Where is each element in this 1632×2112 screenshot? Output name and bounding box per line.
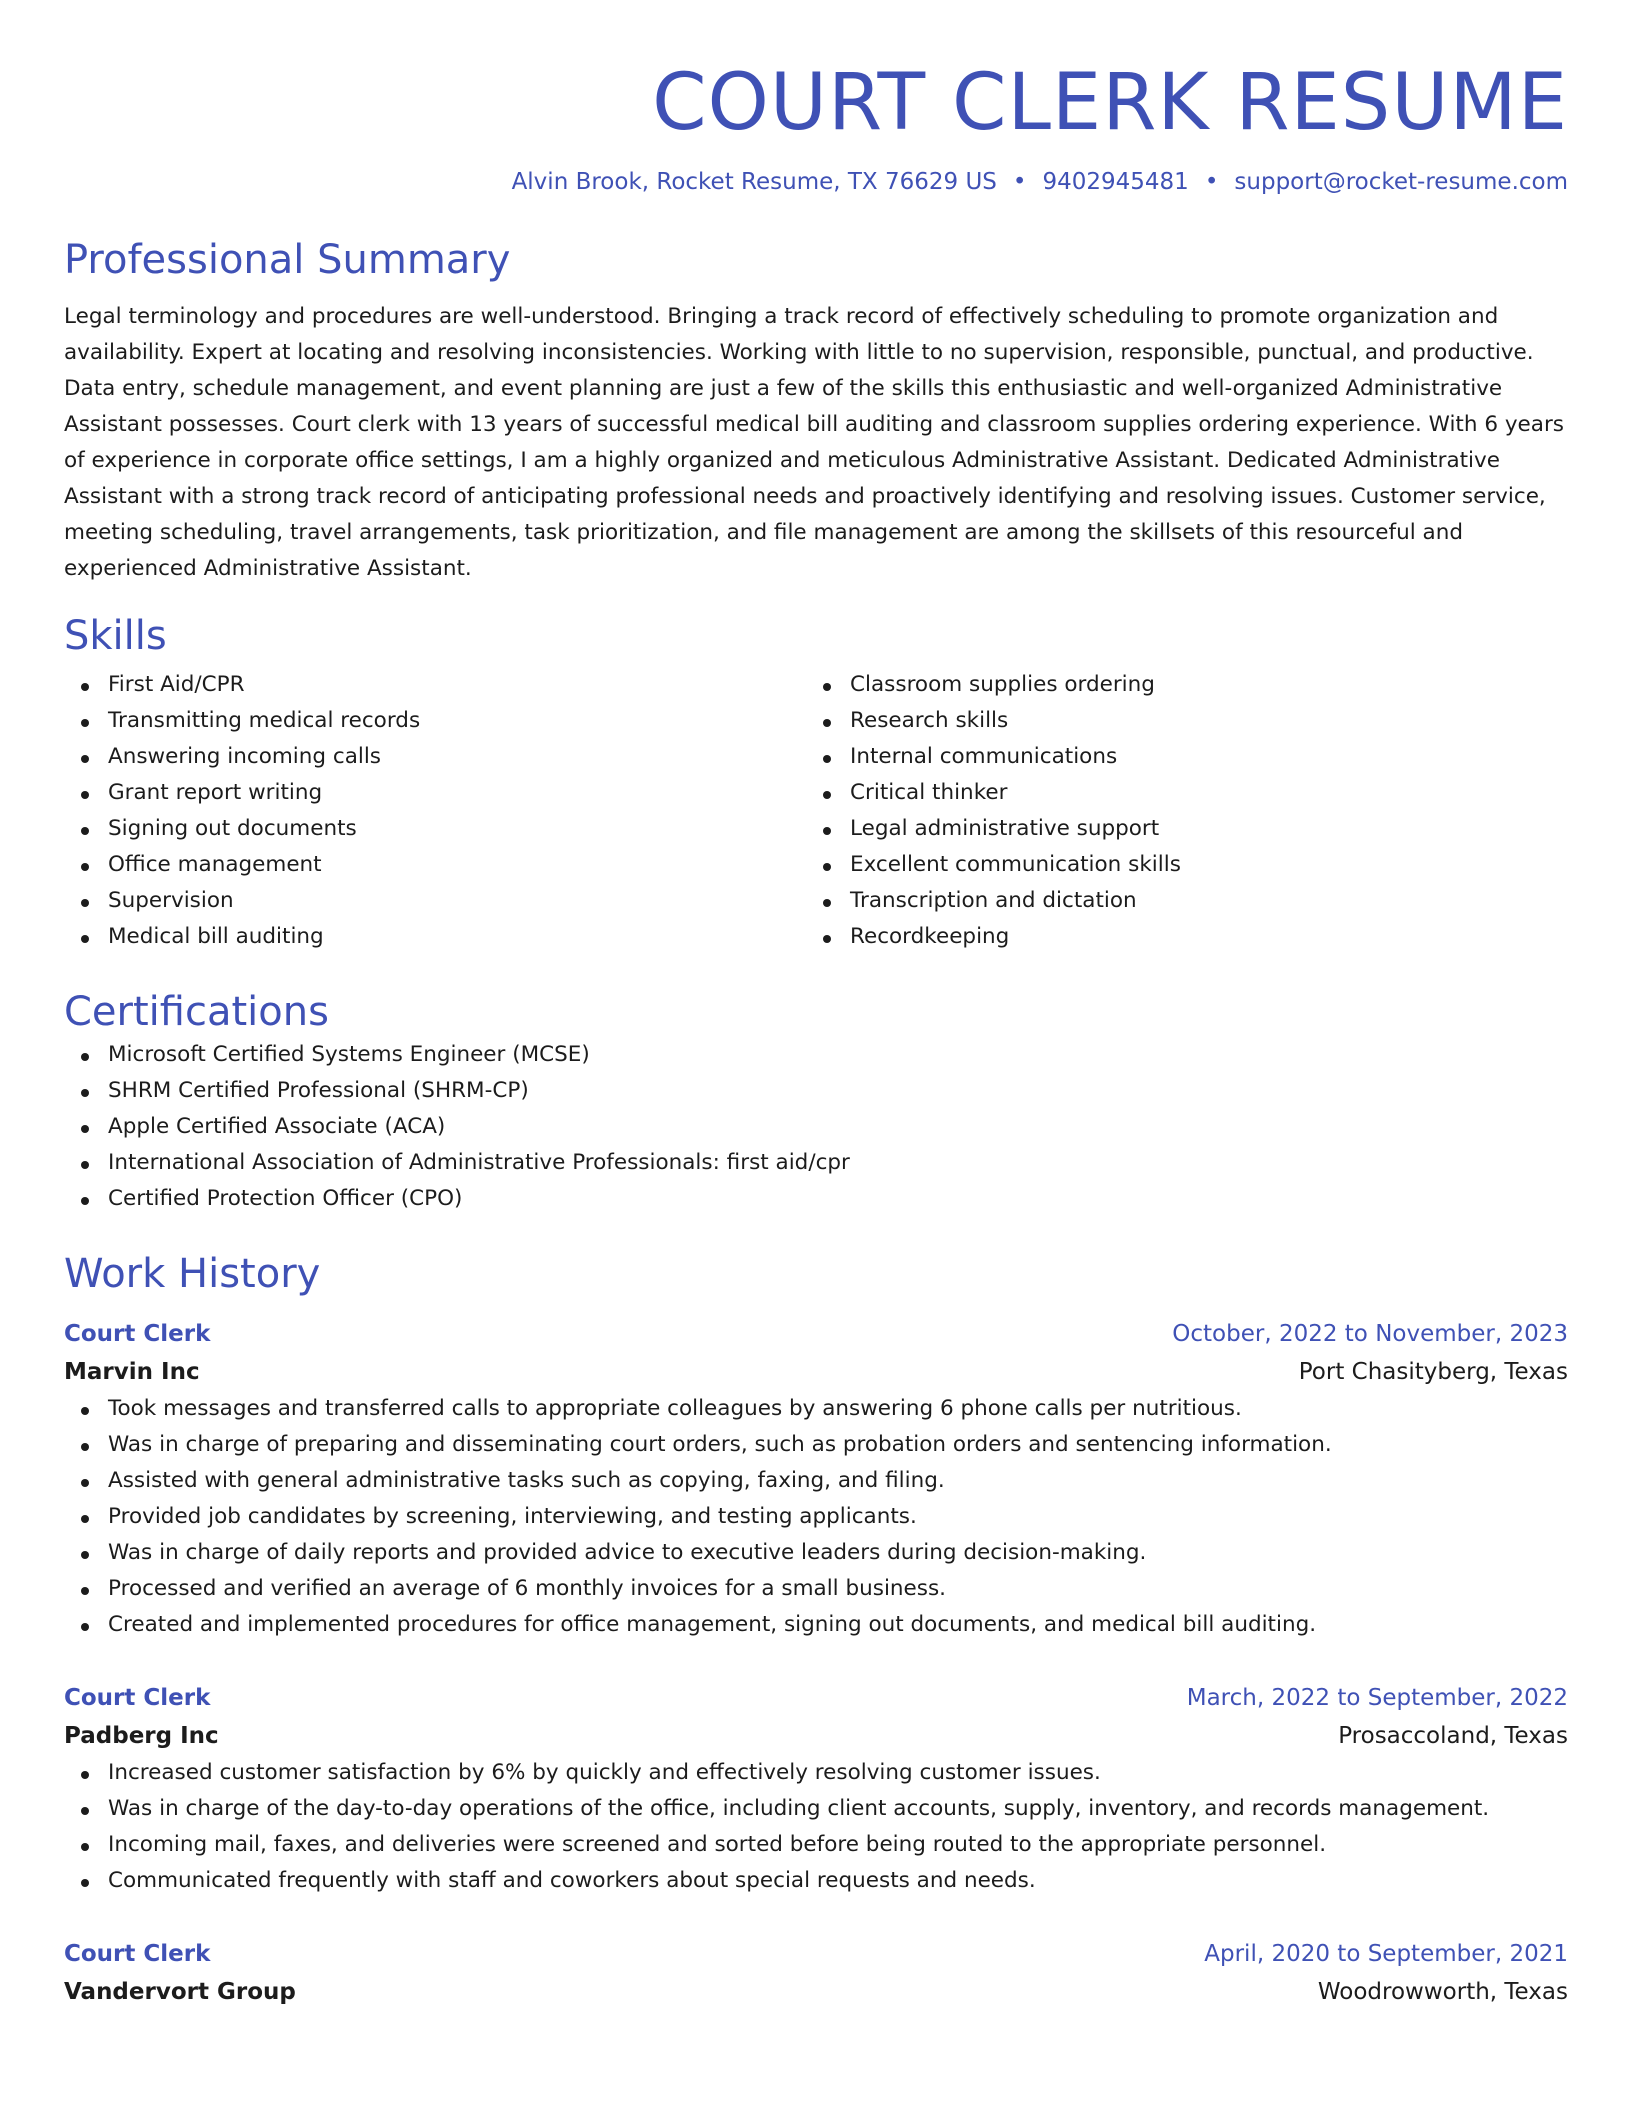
job-company: Vandervort Group	[64, 1979, 296, 2005]
job-duty: Took messages and transferred calls to appropriate colleagues by answering 6 phone calls per nutritious.	[64, 1391, 1568, 1427]
job-title: Court Clerk	[64, 1685, 211, 1711]
summary-text: Legal terminology and procedures are well-understood. Bringing a track record of effectively scheduling to promote organization and availability. Expert at locating and resolving inconsistencies. Working with little to no supervision, responsible, punctual, and productive. Data entry, schedule management, and event planning are just a few of the skills this enthusiastic and well-organized Administrative Assistant possesses. Court clerk with 13 years of successful medical bill auditing and classroom supplies ordering experience. With 6 years of experience in corporate office settings, I am a highly organized and meticulous Administrative Assistant. Dedicated Administrative Assistant with a strong track record of anticipating professional needs and proactively identifying and resolving issues. Customer service, meeting scheduling, travel arrangements, task prioritization, and file management are among the skillsets of this resourceful and experienced Administrative Assistant.	[64, 304, 1565, 581]
skills-column-right	[806, 667, 1548, 955]
skills-section	[64, 611, 1568, 955]
job-location: Prosaccoland, Texas	[1338, 1723, 1568, 1749]
job-dates: March, 2022 to September, 2022	[1186, 1685, 1568, 1711]
job-company-row	[64, 1353, 1568, 1391]
job-duties-list	[64, 1755, 1568, 1899]
skills-column-left	[64, 667, 806, 955]
contact-separator: •	[1012, 169, 1027, 195]
job-dates: October, 2022 to November, 2023	[1172, 1321, 1568, 1347]
job-duty: Was in charge of daily reports and provided advice to executive leaders during decision-making.	[64, 1535, 1568, 1571]
job-title: Court Clerk	[64, 1941, 211, 1967]
job-company-row	[64, 1717, 1568, 1755]
certification-item: International Association of Administrative Professionals: first aid/cpr	[64, 1145, 1568, 1181]
job-duty: Communicated frequently with staff and coworkers about special requests and needs.	[64, 1863, 1568, 1899]
skill-item: First Aid/CPR	[64, 667, 806, 703]
job-duty: Assisted with general administrative tasks such as copying, faxing, and filing.	[64, 1463, 1568, 1499]
skill-item: Supervision	[64, 883, 806, 919]
job-title-row	[64, 1679, 1568, 1717]
skill-item: Classroom supplies ordering	[806, 667, 1548, 703]
job-duties-list	[64, 1391, 1568, 1643]
skill-item: Grant report writing	[64, 775, 806, 811]
job-entry	[64, 1679, 1568, 1899]
certification-item: Apple Certified Associate (ACA)	[64, 1109, 1568, 1145]
summary-section	[64, 235, 1568, 587]
resume-title: COURT CLERK RESUME	[652, 58, 1568, 148]
job-title-row	[64, 1935, 1568, 1973]
skill-item: Critical thinker	[806, 775, 1548, 811]
job-duty: Created and implemented procedures for office management, signing out documents, and medical bill auditing.	[64, 1607, 1568, 1643]
job-entry	[64, 1935, 1568, 2011]
skill-item: Office management	[64, 847, 806, 883]
contact-address: Alvin Brook, Rocket Resume, TX 76629 US	[511, 169, 997, 195]
summary-heading: Professional Summary	[64, 237, 511, 283]
skill-item: Signing out documents	[64, 811, 806, 847]
contact-line	[64, 166, 1568, 198]
skills-heading: Skills	[64, 613, 167, 659]
skill-item: Legal administrative support	[806, 811, 1548, 847]
job-company: Padberg Inc	[64, 1723, 219, 1749]
job-duty: Processed and verified an average of 6 monthly invoices for a small business.	[64, 1571, 1568, 1607]
work-history-heading: Work History	[64, 1251, 321, 1297]
skill-item: Excellent communication skills	[806, 847, 1548, 883]
contact-phone: 9402945481	[1042, 169, 1189, 195]
job-location: Woodrowworth, Texas	[1317, 1979, 1568, 2005]
job-duty: Was in charge of preparing and disseminating court orders, such as probation orders and sentencing information.	[64, 1427, 1568, 1463]
job-duty: Was in charge of the day-to-day operations of the office, including client accounts, supply, inventory, and records management.	[64, 1791, 1568, 1827]
skills-grid	[64, 667, 1568, 955]
work-history-section	[64, 1249, 1568, 2011]
skill-item: Internal communications	[806, 739, 1548, 775]
skills-list-left	[64, 667, 806, 955]
certification-item: Microsoft Certified Systems Engineer (MCSE)	[64, 1037, 1568, 1073]
job-entry	[64, 1315, 1568, 1643]
certifications-section	[64, 987, 1568, 1217]
job-dates: April, 2020 to September, 2021	[1204, 1941, 1568, 1967]
skills-list-right	[806, 667, 1548, 955]
certifications-heading: Certifications	[64, 989, 329, 1035]
certification-item: Certified Protection Officer (CPO)	[64, 1181, 1568, 1217]
skill-item: Answering incoming calls	[64, 739, 806, 775]
job-duty: Increased customer satisfaction by 6% by quickly and effectively resolving customer issues.	[64, 1755, 1568, 1791]
skill-item: Medical bill auditing	[64, 919, 806, 955]
job-duty: Incoming mail, faxes, and deliveries were screened and sorted before being routed to the appropriate personnel.	[64, 1827, 1568, 1863]
certifications-list	[64, 1037, 1568, 1217]
skill-item: Research skills	[806, 703, 1548, 739]
job-company-row	[64, 1973, 1568, 2011]
job-duty: Provided job candidates by screening, interviewing, and testing applicants.	[64, 1499, 1568, 1535]
skill-item: Transcription and dictation	[806, 883, 1548, 919]
job-company: Marvin Inc	[64, 1359, 200, 1385]
certification-item: SHRM Certified Professional (SHRM-CP)	[64, 1073, 1568, 1109]
contact-separator: •	[1204, 169, 1219, 195]
contact-email: support@rocket-resume.com	[1234, 169, 1568, 195]
skill-item: Transmitting medical records	[64, 703, 806, 739]
job-location: Port Chasityberg, Texas	[1298, 1359, 1568, 1385]
job-title-row	[64, 1315, 1568, 1353]
job-title: Court Clerk	[64, 1321, 211, 1347]
skill-item: Recordkeeping	[806, 919, 1548, 955]
